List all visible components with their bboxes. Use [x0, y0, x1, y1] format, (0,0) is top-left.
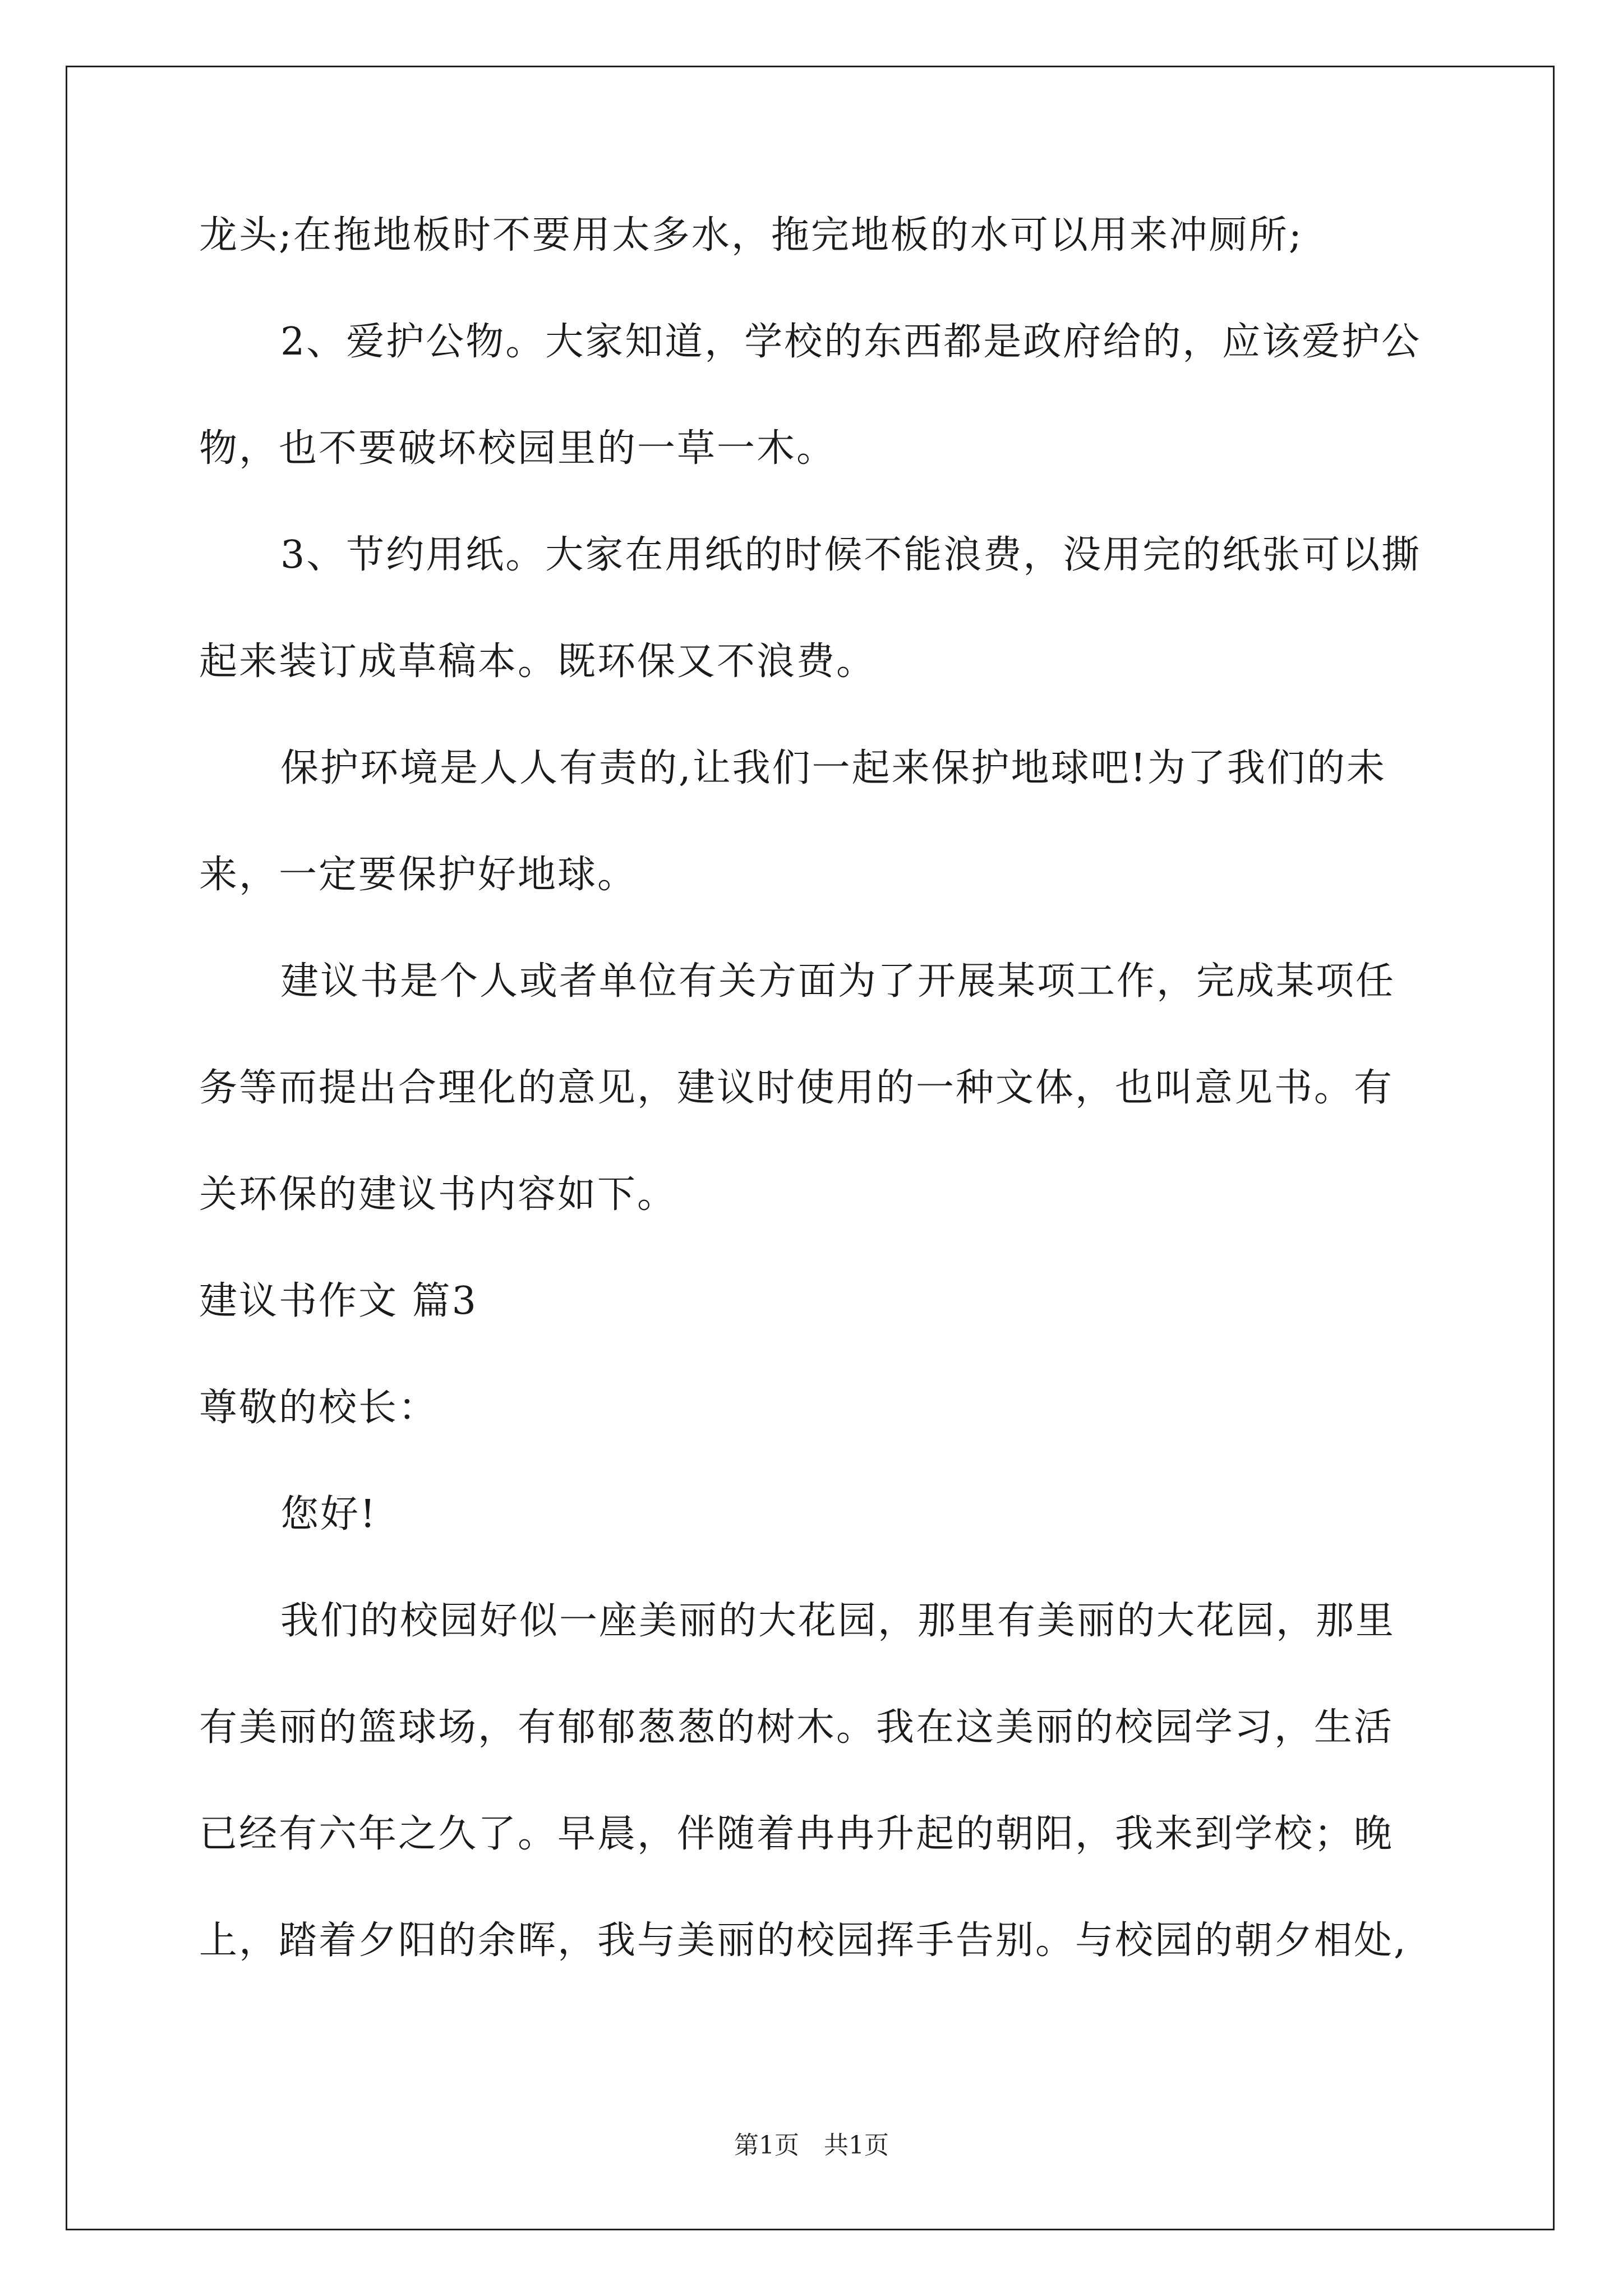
text-line: 物，也不要破坏校园里的一草一木。 [199, 426, 837, 471]
page-border [66, 66, 1555, 2230]
text-line: 关环保的建议书内容如下。 [199, 1172, 677, 1217]
text-line: 保护环境是人人有责的,让我们一起来保护地球吧!为了我们的未 [280, 746, 1386, 790]
text-line: 建议书是个人或者单位有关方面为了开展某项工作，完成某项任 [280, 959, 1396, 1004]
text-line: 已经有六年之久了。早晨，伴随着冉冉升起的朝阳，我来到学校；晚 [199, 1812, 1394, 1856]
page-footer: 第1页 共1页 [734, 2131, 889, 2160]
text-line: 有美丽的篮球场，有郁郁葱葱的树木。我在这美丽的校园学习，生活 [199, 1705, 1394, 1750]
text-line: 起来装订成草稿本。既环保又不浪费。 [199, 639, 877, 684]
text-line: 3、节约用纸。大家在用纸的时候不能浪费，没用完的纸张可以撕 [280, 533, 1422, 577]
text-line: 2、爱护公物。大家知道，学校的东西都是政府给的，应该爱护公 [280, 320, 1422, 364]
text-line: 我们的校园好似一座美丽的大花园，那里有美丽的大花园，那里 [280, 1599, 1396, 1643]
text-line: 龙头;在拖地板时不要用太多水，拖完地板的水可以用来冲厕所; [199, 213, 1303, 257]
salutation: 尊敬的校长： [199, 1386, 439, 1430]
text-line: 来，一定要保护好地球。 [199, 853, 638, 897]
section-heading: 建议书作文 篇3 [199, 1279, 478, 1323]
greeting: 您好! [280, 1492, 377, 1536]
text-line: 上，踏着夕阳的余晖，我与美丽的校园挥手告别。与校园的朝夕相处, [199, 1918, 1408, 1963]
text-line: 务等而提出合理化的意见，建议时使用的一种文体，也叫意见书。有 [199, 1066, 1394, 1110]
